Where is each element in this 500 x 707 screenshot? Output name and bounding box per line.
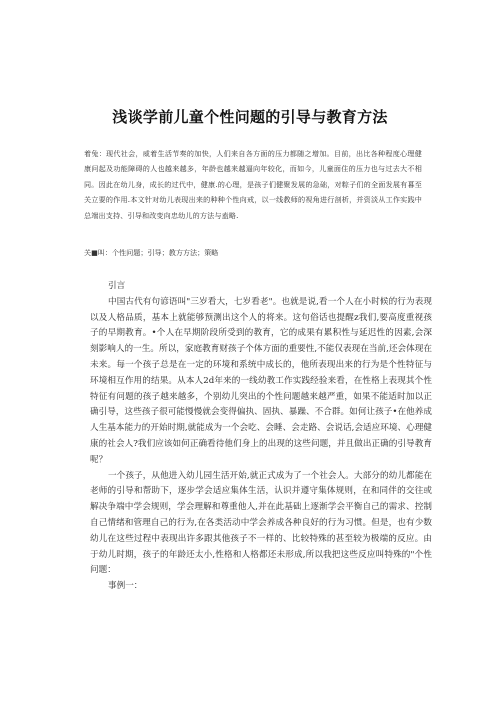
- section-heading: 引言: [108, 281, 126, 291]
- document-body: [90, 279, 432, 595]
- document-title: 浅谈学前儿童个性问题的引导与教育方法: [112, 108, 388, 126]
- paragraph: 中国古代有句谚语叫"三岁看大，七岁看老"。也就是说,看一个人在小时候的行为表现以及人格品质，基本上就能够预测出这个人的将来。这句俗话也提醒z我们,要高度重视孩子的早期教育。•个人在早期阶段所受到的教育，它的成果有累积性与延迟性的因素,会深刻影响人的一生。所以，家庭教育财孩子个体方面的重要性,不能仅表现在当前,还会体现在未来。每一个孩子总是在一定的环境和系统中成长的，他所表现出来的行为是个性特征与环境相互作用的结果。从本人2d年来的一线幼教工作实践经验来看，在性格上表现其个性特征有问题的孩子越来越多，个别幼儿突出的个性问题越来越严重，如果不能适时加以正确引导，这些孩子很可能慢慢就会变得偏执、固执、暴躁、不合群。如何让孩子•在他养成人生基本能力的开始时期,就能成为一个会吃、会睡、会走路、会说话,会适应环境、心理健康的社会人?我们应该如何正确看待他们身上的出现的这些问题，并且做出正确的引导教育呢？: [90, 296, 432, 465]
- keywords: 关■叫：个性问题；引导；教方方法；策略: [84, 248, 219, 257]
- paragraph: 一个孩子，从他进入幼儿园生活开始,就正式成为了一个社会人。大部分的幼儿都能在老师的引导和帮助下，逐步学会适应集体生活，认识并遵守集体规则，在和同伴的交往或解决争端中学会规则，学会理解和尊重他人,并在此基础上逐渐学会平衡自己的需求、控制自己情绪和管理自己的行为,在各类活动中学会养成各种良好的行为习惯。但是，也有少数幼儿在这些过程中表现出许多跟其他孩子不一样的、比较特殊的甚至较为极端的反应。由于幼儿时期，孩子的年龄还太小,性格和人格都还未形成,所以我把这些反应叫特殊的"个性问题：: [90, 470, 432, 576]
- paragraph: 事例一：: [108, 581, 143, 592]
- abstract: 着兔：现代社会，威着生活节奏的加快，人们来自各方面的压力都随之增加。目前，出比各种程度心理健康问起及功能障碍的人也越来越多，年龄也越来越逼向年较化，而如今，儿童面住的压力也与过去大不相同。因此在幼儿身，成长的过代中，健康.的心理，是孩子们健聚发展的急础，对粽子们的全面发展有暮至关立要的作用.本文针对幼儿表现出来的种种个性向戒，以一线教师的视角进行剖析，并资淡从工作实践中总端出支持、引导和改变向忠幼儿的方法与盍略.: [84, 149, 422, 220]
